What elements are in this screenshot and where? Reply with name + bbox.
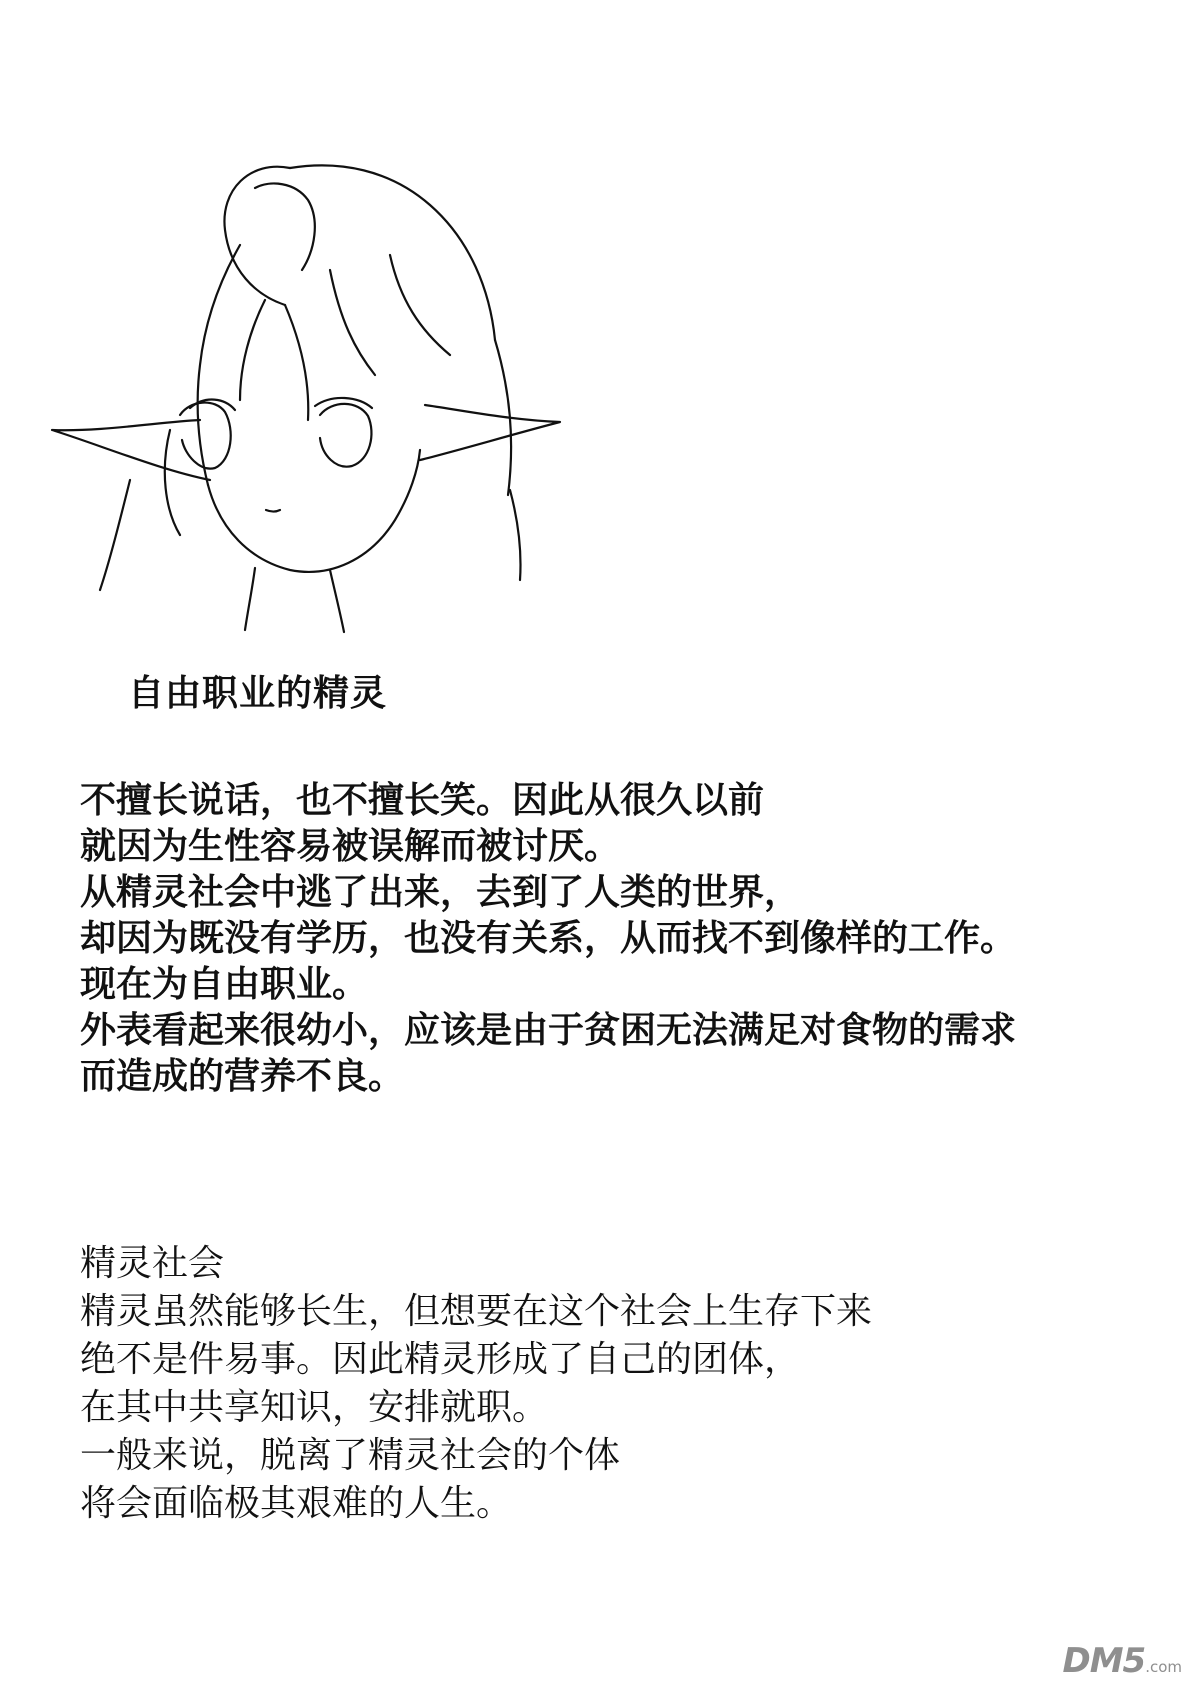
description-line: 不擅长说话，也不擅长笑。因此从很久以前 <box>80 780 765 821</box>
elf-character-sketch <box>40 150 600 640</box>
description-line: 却因为既没有学历，也没有关系，从而找不到像样的工作。 <box>80 918 1017 959</box>
hair-strand <box>165 430 180 535</box>
watermark-brand: DM5 <box>1062 1641 1146 1681</box>
character-title: 自由职业的精灵 <box>128 673 388 714</box>
hair-strand <box>100 480 130 590</box>
description-line: 从精灵社会中逃了出来，去到了人类的世界， <box>80 872 801 913</box>
mouth <box>266 510 280 512</box>
right-ear <box>420 405 560 460</box>
hair-strand <box>290 165 495 340</box>
society-line: 精灵虽然能够长生，但想要在这个社会上生存下来 <box>80 1291 873 1332</box>
face-outline <box>208 450 420 572</box>
left-eye <box>180 403 231 469</box>
hair-strand <box>240 300 265 400</box>
society-heading: 精灵社会 <box>80 1243 225 1284</box>
elf-society-section <box>80 1240 872 1528</box>
hair-strand <box>285 305 308 420</box>
right-eye <box>320 404 371 467</box>
neck-line <box>245 568 255 630</box>
society-line: 绝不是件易事。因此精灵形成了自己的团体， <box>80 1339 801 1380</box>
description-line: 现在为自由职业。 <box>80 964 369 1005</box>
description-line: 而造成的营养不良。 <box>80 1056 405 1097</box>
hair-strand <box>198 245 240 485</box>
society-line: 将会面临极其艰难的人生。 <box>80 1483 513 1524</box>
dm5-watermark-logo <box>1062 1641 1182 1681</box>
hair-strand <box>510 490 521 580</box>
hair-strand <box>255 184 315 270</box>
description-line: 外表看起来很幼小，应该是由于贫困无法满足对食物的需求 <box>80 1010 1017 1051</box>
character-description <box>80 778 1016 1100</box>
society-line: 在其中共享知识，安排就职。 <box>80 1387 549 1428</box>
elf-sketch-icon <box>40 150 600 640</box>
hair-strand <box>390 255 450 355</box>
neck-line <box>330 570 344 632</box>
hair-strand <box>330 270 375 375</box>
watermark-suffix: .com <box>1145 1658 1182 1676</box>
society-line: 一般来说，脱离了精灵社会的个体 <box>80 1435 621 1476</box>
description-line: 就因为生性容易被误解而被讨厌。 <box>80 826 621 867</box>
